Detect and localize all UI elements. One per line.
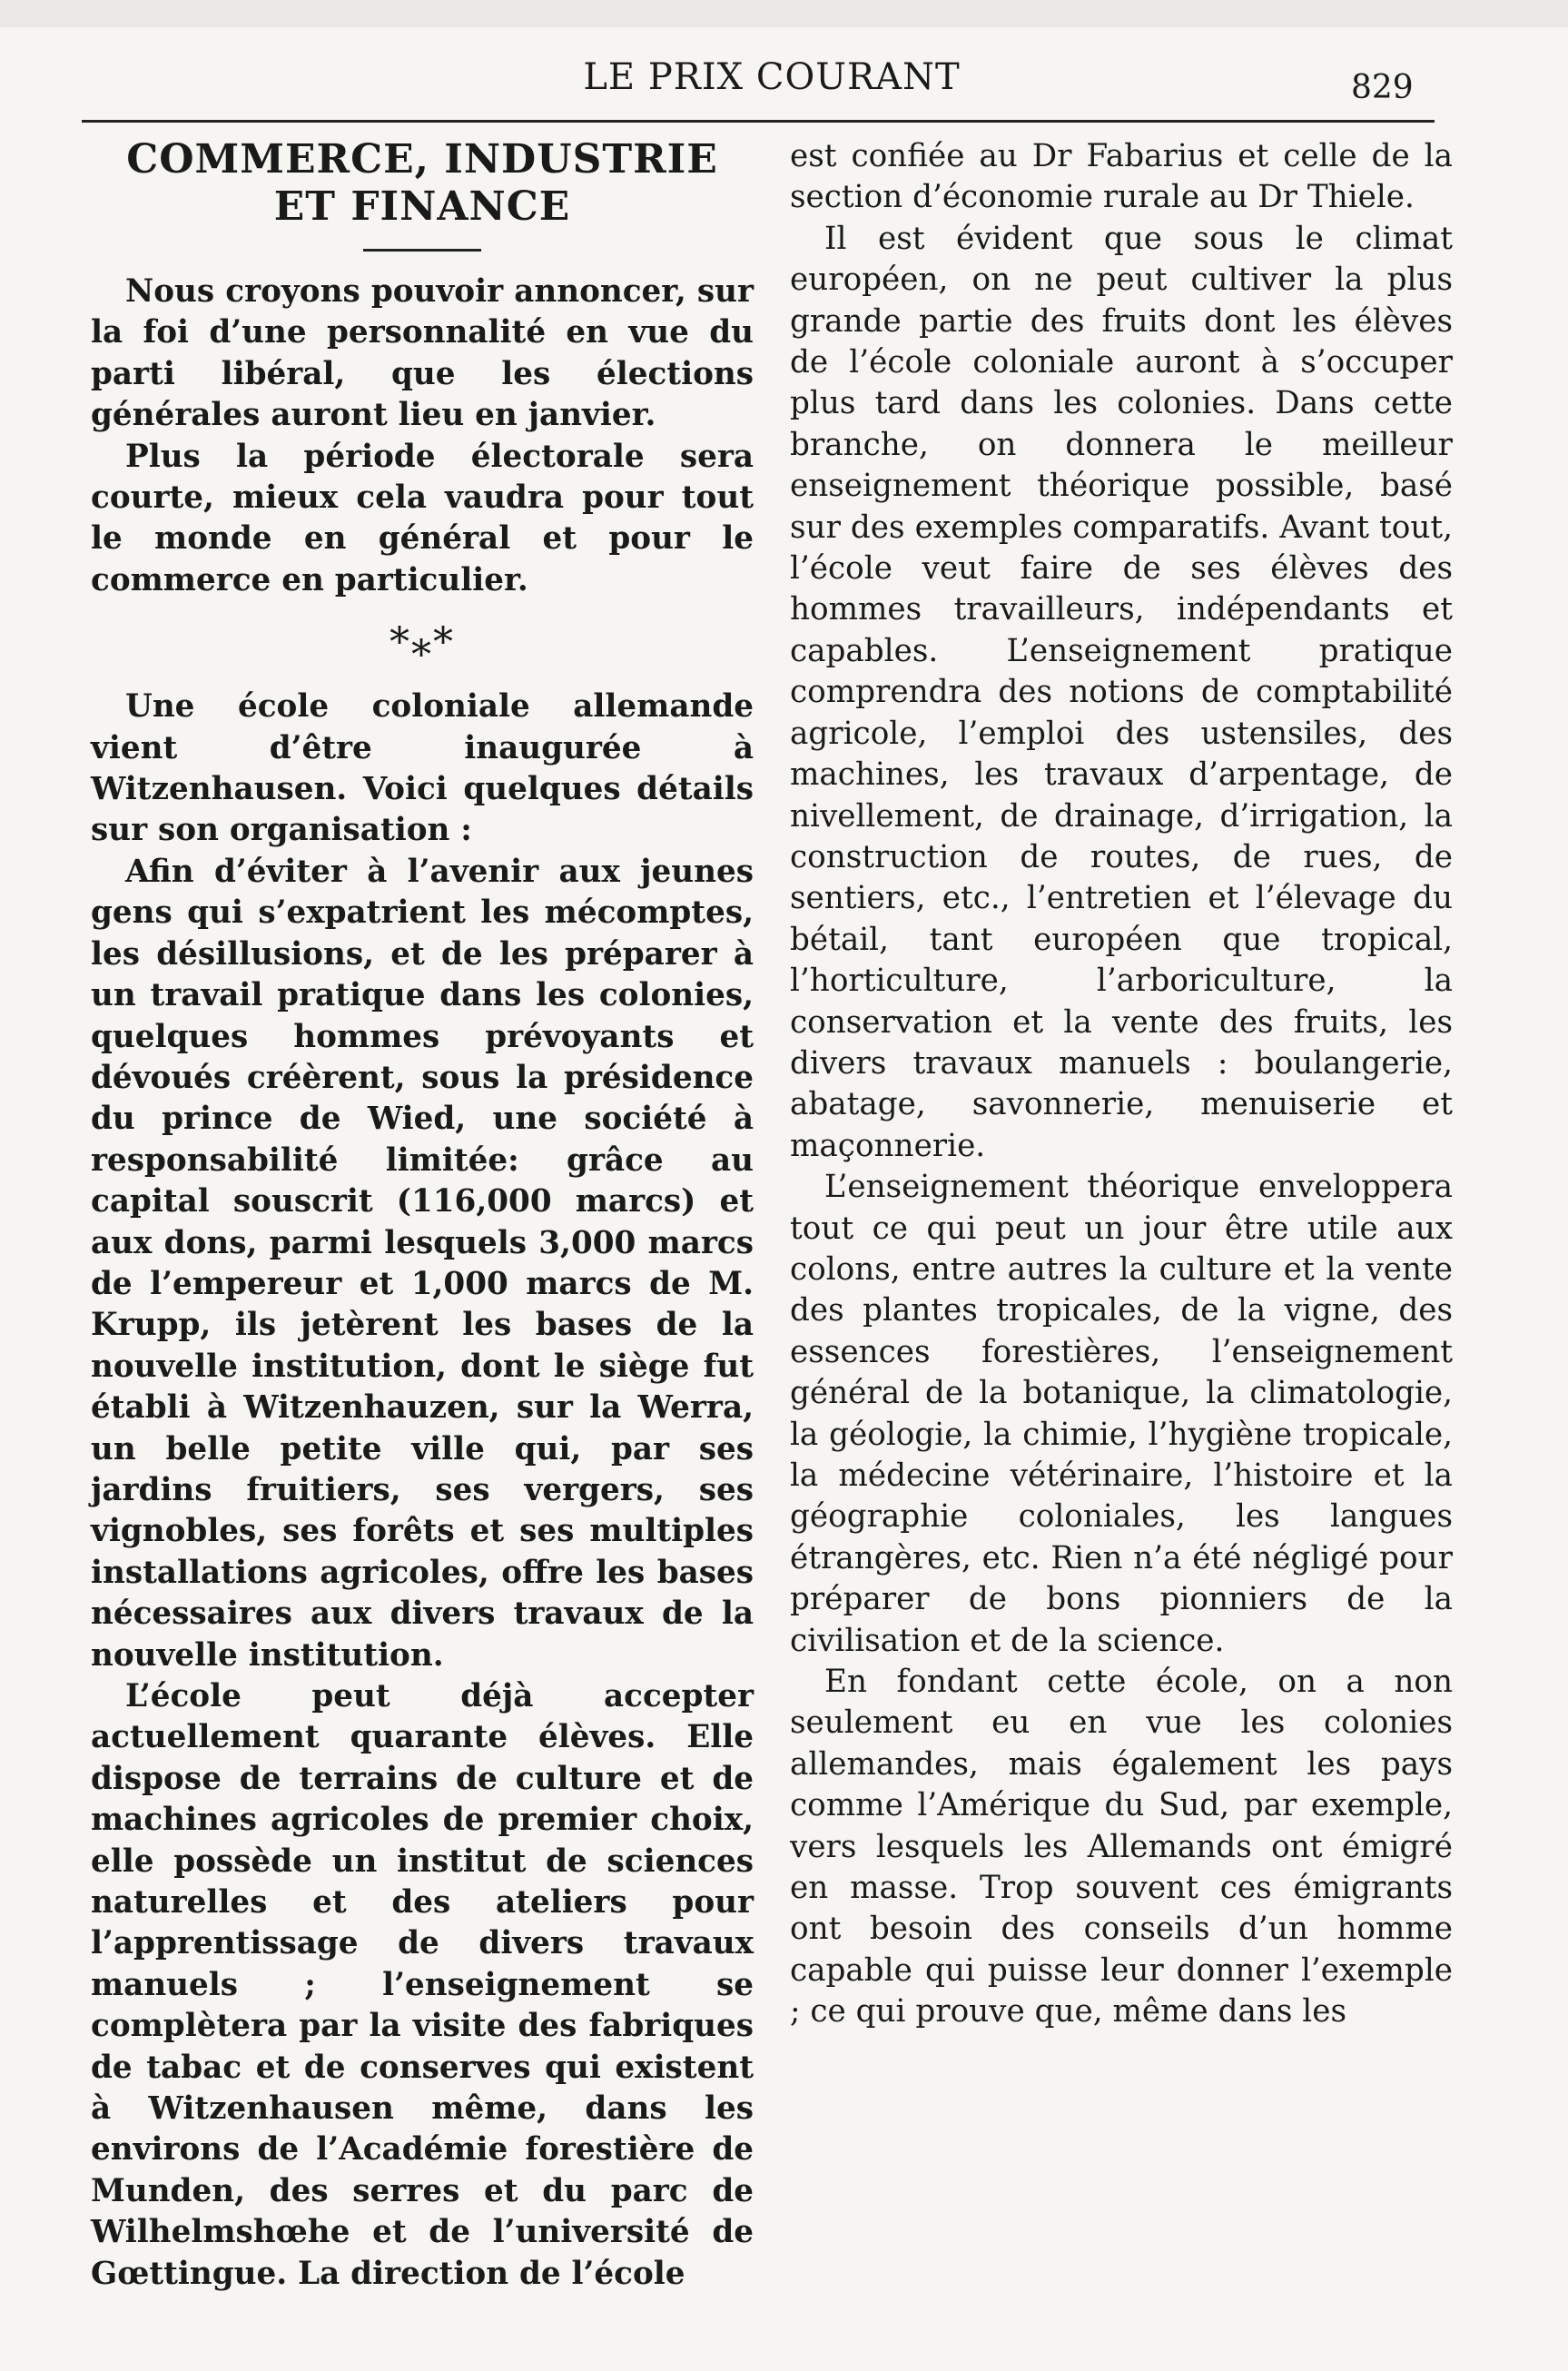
left-column: [91, 136, 754, 2295]
top-edge-shading: [0, 0, 1568, 27]
page-number: 829: [1351, 69, 1414, 106]
header-rule: [82, 120, 1435, 123]
section-title-line-1: COMMERCE, INDUSTRIE: [126, 136, 718, 183]
right-column: [790, 136, 1453, 2033]
section-title-line-2: ET FINANCE: [273, 183, 571, 230]
page-header: [0, 36, 1568, 118]
paragraph-practical-teaching: Il est évident que sous le climat européen, on ne peut cultiver la plus grande partie des fruits dont les élèves de l’école coloniale auront à s’occuper plus tard dans les colonies. Dans cette branche, on donnera le meilleur enseignement théorique possible, basé sur des exemples comparatifs. Avant tout, l’école veut faire de ses élèves des hommes travailleurs, indépendants et capables. L’enseignement pratique comprendra des notions de comptabilité agricole, l’emploi des ustensiles, des machines, les travaux d’arpentage, de nivellement, de drainage, d’irrigation, la construction de routes, de rues, de sentiers, etc., l’entretien et l’élevage du bétail, tant européen que tropical, l’horticulture, l’arboriculture, la conservation et la vente des fruits, les divers travaux manuels : boulangerie, abatage, savonnerie, menuiserie et maçonnerie.: [790, 220, 1453, 1164]
paragraph-colonial-school: Une école coloniale allemande vient d’être inaugurée à Witzenhausen. Voici quelques détails sur son organisation :: [91, 688, 754, 849]
section-title: [91, 136, 754, 231]
title-rule: [363, 249, 481, 252]
paragraph-electoral-period: Plus la période électorale sera courte, mieux cela vaudra pour tout le monde en général et pour le commerce en particulier.: [91, 438, 754, 598]
paragraph-direction: est confiée au Dr Fabarius et celle de la section d’économie rurale au Dr Thiele.: [790, 138, 1453, 216]
paragraph-elections: Nous croyons pouvoir annoncer, sur la foi d’une personnalité en vue du parti libéral, que les élections générales auront lieu en janvier.: [91, 273, 754, 434]
paragraph-emigrants: En fondant cette école, on a non seulement eu en vue les colonies allemandes, mais également les pays comme l’Amérique du Sud, par exemple, vers lesquels les Allemands ont émigré en masse. Trop souvent ces émigrants ont besoin des conseils d’un homme capable qui puisse leur donner l’exemple ; ce qui prouve que, même dans les: [790, 1664, 1453, 2030]
paragraph-school-founding: Afin d’éviter à l’avenir aux jeunes gens qui s’expatrient les mécomptes, les désillusions, et de les préparer à un travail pratique dans les colonies, quelques hommes prévoyants et dévoués créèrent, sous la présidence du prince de Wied, une société à responsabilité limitée: grâce au capital souscrit (116,000 marcs) et aux dons, parmi lesquels 3,000 marcs de l’empereur et 1,000 marcs de M. Krupp, ils jetèrent les bases de la nouvelle institution, dont le siège fut établi à Witzenhauzen, sur la Werra, un belle petite ville qui, par ses jardins fruitiers, ses vergers, ses vignobles, ses forêts et ses multiples installations agricoles, offre les bases nécessaires aux divers travaux de la nouvelle institution.: [91, 853, 754, 1674]
running-title: LE PRIX COURANT: [583, 56, 961, 98]
paragraph-school-facilities: L’école peut déjà accepter actuellement quarante élèves. Elle dispose de terrains de culture et de machines agricoles de premier choix, elle possède un institut de sciences naturelles et des ateliers pour l’apprentissage de divers travaux manuels ; l’enseignement se complètera par la visite des fabriques de tabac et de conserves qui existent à Witzenhausen même, dans les environs de l’Académie forestière de Munden, des serres et du parc de Wilhelmshœhe et de l’université de Gœttingue. La direction de l’école: [91, 1678, 754, 2292]
asterism-divider: *⁎*: [390, 619, 455, 667]
paragraph-theoretical-teaching: L’enseignement théorique enveloppera tout ce qui peut un jour être utile aux colons, entre autres la culture et la vente des plantes tropicales, de la vigne, des essences forestières, l’enseignement général de la botanique, la climatologie, la géologie, la chimie, l’hygiène tropicale, la médecine vétérinaire, l’histoire et la géographie coloniales, les langues étrangères, etc. Rien n’a été négligé pour préparer de bons pionniers de la civilisation et de la science.: [790, 1169, 1453, 1659]
